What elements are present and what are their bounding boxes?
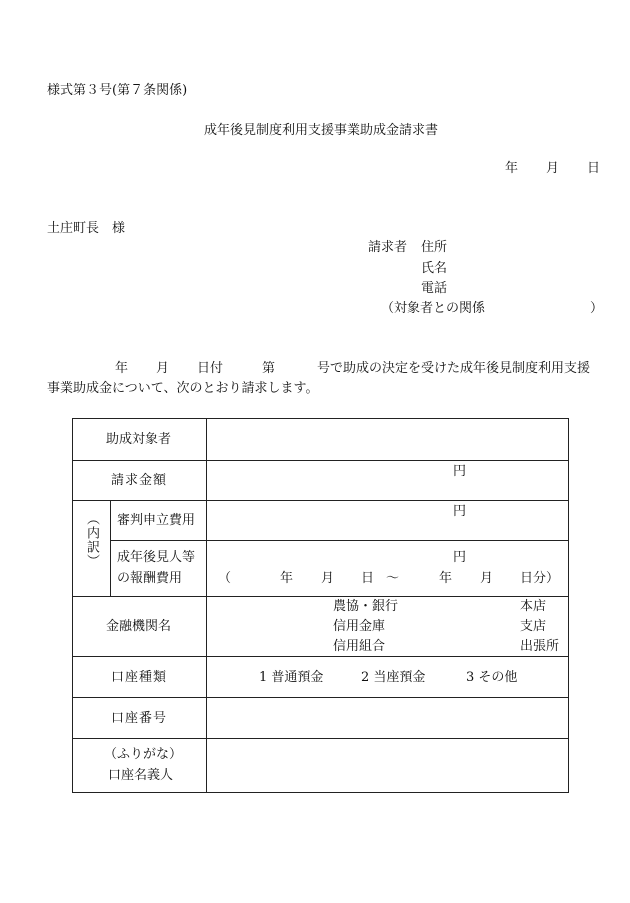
guardian-fee-yen: 円 <box>453 550 467 565</box>
bank-label: 金融機関名 <box>106 619 172 634</box>
amount-yen: 円 <box>453 464 467 479</box>
amount-label: 請求金額 <box>111 473 168 488</box>
body-dai: 第 <box>262 361 276 376</box>
bank-name-field[interactable] <box>208 598 328 655</box>
adjudication-fee-yen: 円 <box>453 504 467 519</box>
period-open: （ <box>218 571 232 586</box>
account-type-ordinary[interactable]: 1 普通預金 <box>259 670 324 685</box>
relation-label: （対象者との関係 <box>381 301 486 316</box>
period-month2: 月 <box>480 571 494 586</box>
body-year: 年 <box>115 361 129 376</box>
account-type-other[interactable]: 3 その他 <box>466 670 518 685</box>
account-type-label: 口座種類 <box>111 670 168 685</box>
period-day1: 日 <box>361 571 375 586</box>
relation-close: ） <box>590 301 604 316</box>
account-holder-label: 口座名義人 <box>108 768 174 783</box>
phone-label: 電話 <box>421 281 448 296</box>
branch-type-2: 支店 <box>520 619 547 634</box>
date-day: 日 <box>587 161 601 176</box>
period-year1: 年 <box>280 571 294 586</box>
account-holder-field[interactable] <box>208 740 566 791</box>
account-number-field[interactable] <box>208 699 566 737</box>
date-year: 年 <box>505 161 519 176</box>
account-number-label: 口座番号 <box>111 711 168 726</box>
amount-field[interactable] <box>208 462 448 499</box>
body-month: 月 <box>156 361 170 376</box>
page-title: 成年後見制度利用支援事業助成金請求書 <box>204 123 439 138</box>
furigana-label: （ふりがな） <box>104 747 183 762</box>
body-line1: 号で助成の決定を受けた成年後見制度利用支援 <box>317 361 591 376</box>
adjudication-fee-field[interactable] <box>208 502 448 539</box>
requester-label: 請求者 <box>368 240 408 255</box>
form-number: 様式第３号(第７条関係) <box>47 83 188 98</box>
account-type-checking[interactable]: 2 当座預金 <box>361 670 426 685</box>
address-label: 住所 <box>421 240 448 255</box>
bank-type-1: 農協・銀行 <box>333 599 399 614</box>
date-month: 月 <box>546 161 560 176</box>
period-tilde: ～ <box>386 571 400 586</box>
guardian-fee-label-line2: の報酬費用 <box>117 571 183 586</box>
bank-type-3: 信用組合 <box>333 639 386 654</box>
branch-type-1: 本店 <box>520 599 547 614</box>
bank-type-2: 信用金庫 <box>333 619 386 634</box>
name-label: 氏名 <box>421 261 448 276</box>
period-year2: 年 <box>439 571 453 586</box>
guardian-fee-field[interactable] <box>208 542 448 566</box>
period-day2-suffix: 日分） <box>520 571 560 586</box>
body-line2: 事業助成金について、次のとおり請求します。 <box>47 381 319 396</box>
adjudication-fee-label: 審判申立費用 <box>117 513 196 528</box>
recipient-label: 助成対象者 <box>106 432 172 447</box>
branch-type-3: 出張所 <box>520 639 560 654</box>
recipient-field[interactable] <box>208 420 566 459</box>
period-month1: 月 <box>321 571 335 586</box>
addressee: 土庄町長 様 <box>47 221 126 236</box>
guardian-fee-label-line1: 成年後見人等 <box>117 550 196 565</box>
breakdown-label: （内訳） <box>84 512 99 568</box>
body-date-suffix: 日付 <box>197 361 224 376</box>
